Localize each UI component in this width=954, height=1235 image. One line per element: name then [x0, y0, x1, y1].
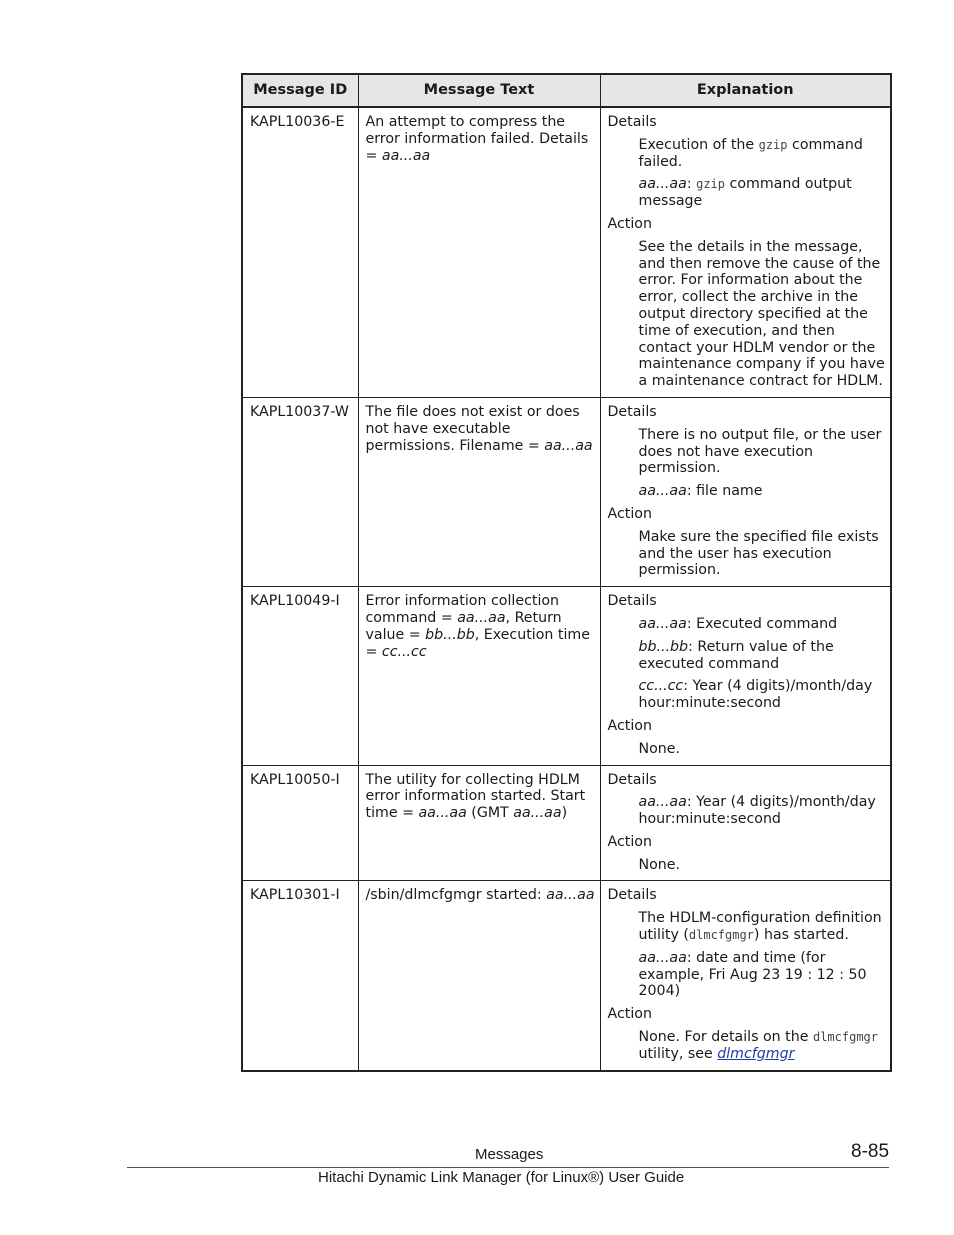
action-label: Action: [607, 717, 652, 734]
details-item: aa...aa: date and time (for example, Fri Aug 23 19 : 12 : 50 2004): [638, 949, 867, 1000]
action-label: Action: [607, 1006, 652, 1023]
action-text: None.: [638, 856, 681, 873]
message-id: KAPL10301-I: [242, 881, 358, 1071]
header-message-text: Message Text: [358, 74, 600, 107]
explanation: [600, 587, 891, 765]
message-text: The utility for collecting HDLM error information started. Start time = aa...aa (GMT aa...aa): [358, 765, 600, 881]
action-text: None. For details on the dlmcfgmgr utility, see dlmcfgmgr: [638, 1029, 878, 1062]
header-message-id: Message ID: [242, 74, 358, 107]
table-row: [242, 397, 891, 586]
action-text: None.: [638, 740, 681, 757]
message-id: KAPL10049-I: [242, 587, 358, 765]
action-label: Action: [607, 215, 652, 232]
details-item: Execution of the gzip command failed.: [638, 136, 863, 170]
details-label: Details: [607, 771, 657, 788]
action-label: Action: [607, 505, 652, 522]
message-id: KAPL10050-I: [242, 765, 358, 881]
page-number: 8-85: [851, 1141, 890, 1162]
details-label: Details: [607, 403, 657, 420]
message-table: [241, 73, 892, 1072]
message-text: /sbin/dlmcfgmgr started: aa...aa: [358, 881, 600, 1071]
table-row: [242, 107, 891, 397]
explanation: [600, 881, 891, 1071]
message-text: The file does not exist or does not have executable permissions. Filename = aa...aa: [358, 397, 600, 586]
details-label: Details: [607, 114, 657, 130]
action-text: See the details in the message, and then remove the cause of the error. For information about the error, collect the archive in the output directory specified at the time of execution, and then contact your HDLM vendor or the maintenance company if you have a maintenance contract for HDLM.: [638, 238, 885, 390]
footer-title: Hitachi Dynamic Link Manager (for Linux®) User Guide: [318, 1169, 685, 1186]
table-row: [242, 881, 891, 1071]
message-id: KAPL10036-E: [242, 107, 358, 397]
footer-section: Messages: [475, 1146, 544, 1163]
explanation: [600, 107, 891, 397]
message-text: An attempt to compress the error information failed. Details = aa...aa: [358, 107, 600, 397]
details-item: There is no output file, or the user does not have execution permission.: [638, 426, 882, 477]
details-item: aa...aa: file name: [638, 483, 763, 500]
explanation: [600, 765, 891, 881]
details-label: Details: [607, 887, 657, 904]
table-header-row: [242, 74, 891, 107]
details-item: The HDLM-configuration definition utility (dlmcfgmgr) has started.: [638, 910, 882, 944]
details-item: bb...bb: Return value of the executed command: [638, 638, 834, 672]
message-id: KAPL10037-W: [242, 397, 358, 586]
details-item: aa...aa: Year (4 digits)/month/day hour:minute:second: [638, 794, 876, 828]
footer-divider: [127, 1167, 889, 1168]
table-row: [242, 765, 891, 881]
header-explanation: Explanation: [600, 74, 891, 107]
table-row: [242, 587, 891, 765]
details-item: aa...aa: Executed command: [638, 615, 838, 632]
explanation: [600, 397, 891, 586]
details-label: Details: [607, 593, 657, 610]
details-item: aa...aa: gzip command output message: [638, 176, 852, 210]
action-text: Make sure the specified file exists and the user has execution permission.: [638, 528, 879, 579]
details-item: cc...cc: Year (4 digits)/month/day hour:minute:second: [638, 678, 873, 712]
message-text: Error information collection command = aa...aa, Return value = bb...bb, Execution time = cc...cc: [358, 587, 600, 765]
action-label: Action: [607, 833, 652, 850]
dlmcfgmgr-link[interactable]: dlmcfgmgr: [717, 1045, 795, 1062]
